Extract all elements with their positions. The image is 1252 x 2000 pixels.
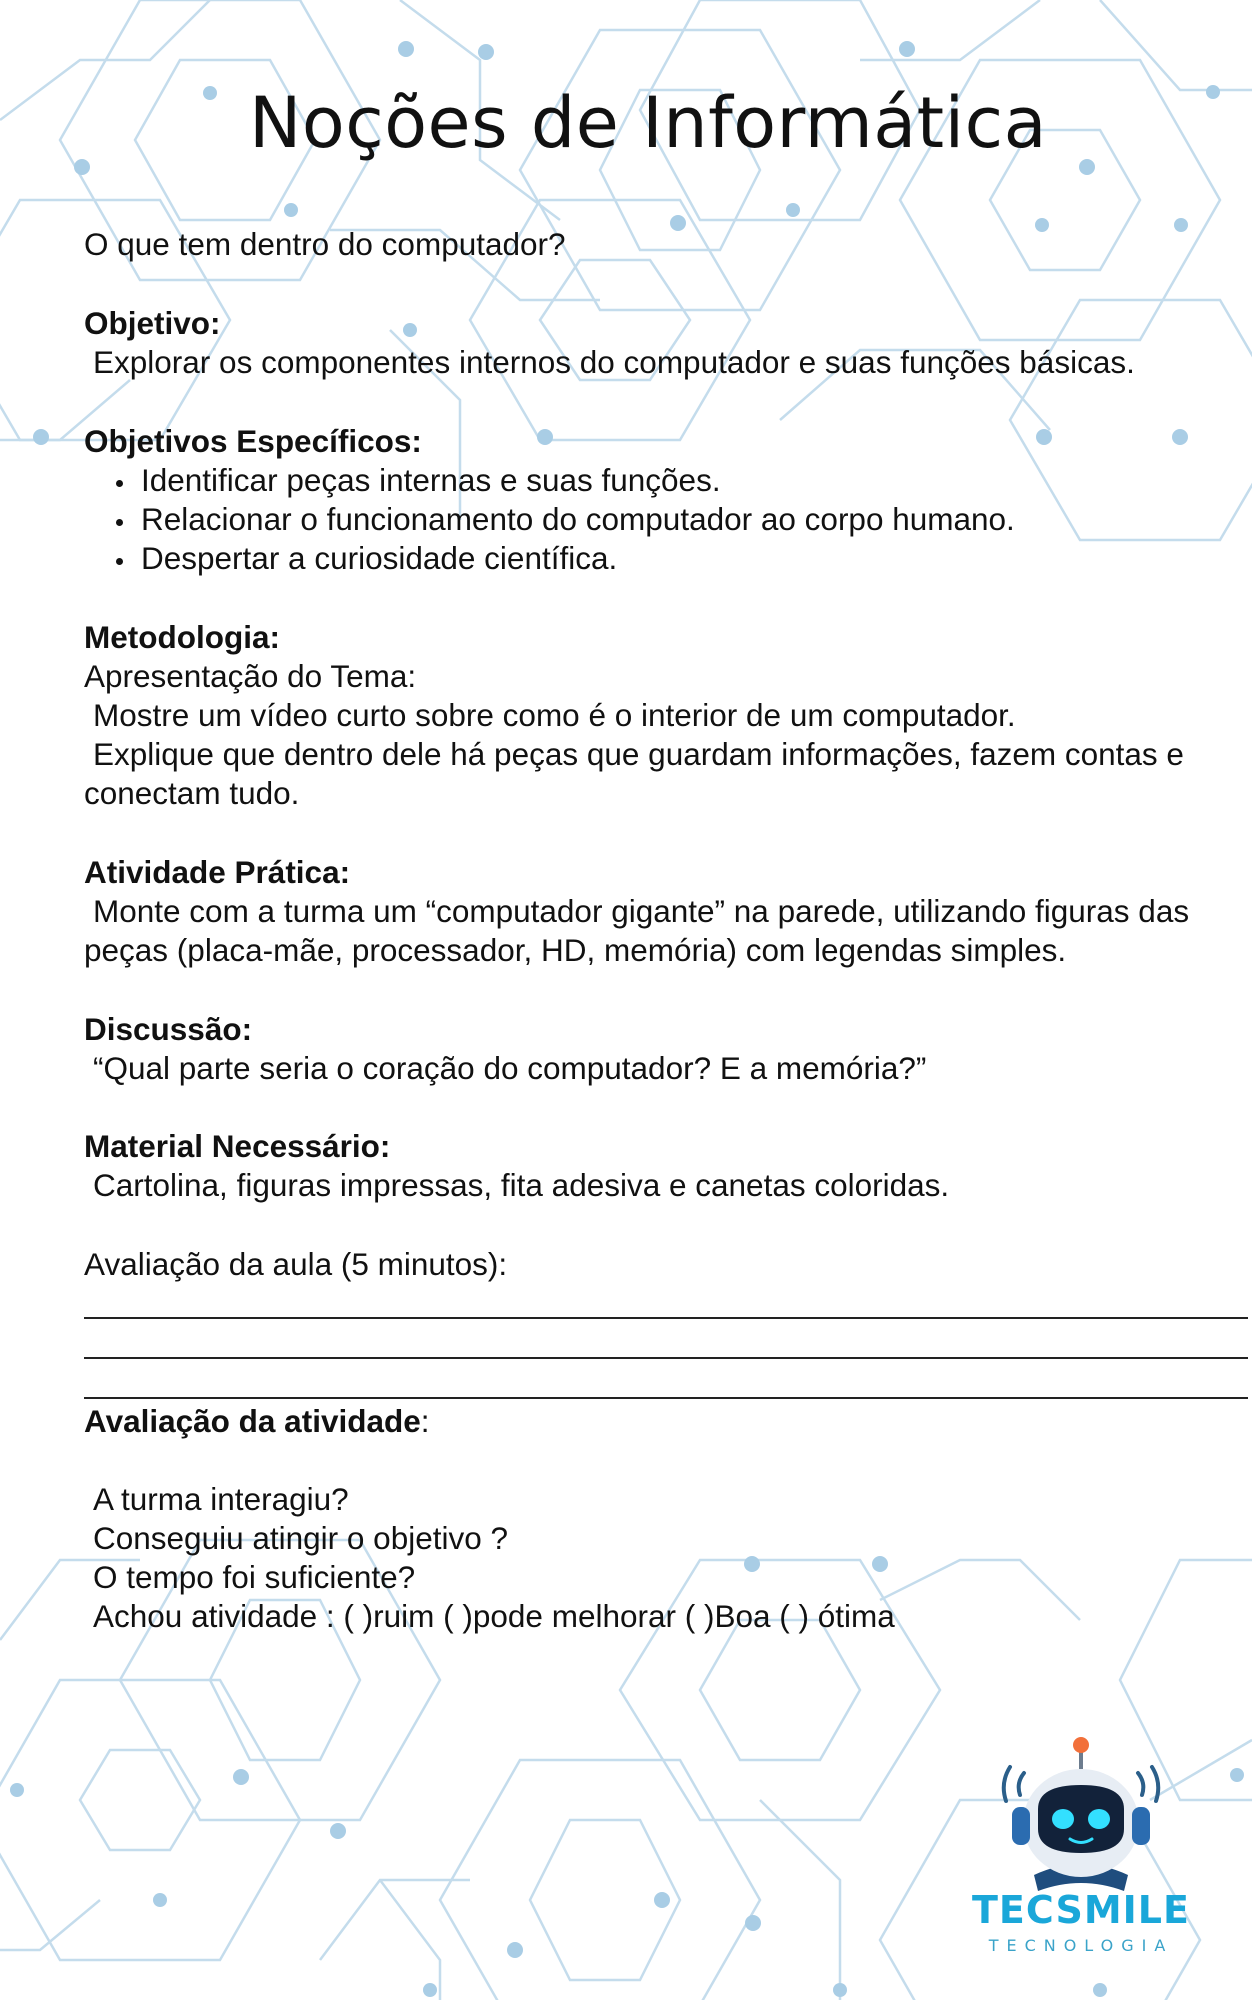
practice-heading: Atividade Prática: <box>84 854 351 890</box>
methodology-line-2: Explique que dentro dele há peças que guardam informações, fazem contas e <box>93 736 1184 772</box>
list-item: Despertar a curiosidade científica. <box>84 539 1244 578</box>
activity-evaluation-colon: : <box>420 1403 430 1439</box>
material-section <box>84 1127 1244 1205</box>
methodology-line-3: conectam tudo. <box>84 775 300 811</box>
activity-evaluation-section <box>84 1402 1244 1441</box>
practice-section <box>84 853 1244 970</box>
answer-line[interactable] <box>84 1317 1248 1319</box>
specific-objectives-section <box>84 422 1244 578</box>
objective-text: Explorar os componentes internos do computador e suas funções básicas. <box>93 344 1135 380</box>
question-item: Conseguiu atingir o objetivo ? <box>93 1520 509 1556</box>
question-item: A turma interagiu? <box>93 1481 349 1517</box>
specific-objectives-list <box>84 461 1244 578</box>
page-title: Noções de Informática <box>249 82 1047 164</box>
logo-wordmark: TECSMILE <box>972 1888 1190 1932</box>
activity-evaluation-questions <box>84 1480 1244 1636</box>
activity-evaluation-heading: Avaliação da atividade <box>84 1403 421 1439</box>
practice-line-1: Monte com a turma um “computador gigante” na parede, utilizando figuras das <box>93 893 1190 929</box>
class-evaluation-heading: Avaliação da aula (5 minutos): <box>84 1246 508 1282</box>
methodology-section <box>84 618 1244 813</box>
question-item: O tempo foi suficiente? <box>93 1559 416 1595</box>
methodology-intro: Apresentação do Tema: <box>84 658 417 694</box>
material-text: Cartolina, figuras impressas, fita adesiva e canetas coloridas. <box>93 1167 950 1203</box>
answer-line[interactable] <box>84 1357 1248 1359</box>
material-heading: Material Necessário: <box>84 1128 391 1164</box>
practice-line-2: peças (placa-mãe, processador, HD, memória) com legendas simples. <box>84 932 1067 968</box>
objective-section <box>84 304 1244 382</box>
discussion-heading: Discussão: <box>84 1011 253 1047</box>
discussion-section <box>84 1010 1244 1088</box>
discussion-text: “Qual parte seria o coração do computador? E a memória?” <box>93 1050 927 1086</box>
list-item: Relacionar o funcionamento do computador ao corpo humano. <box>84 500 1244 539</box>
methodology-heading: Metodologia: <box>84 619 280 655</box>
lesson-subtitle: O que tem dentro do computador? <box>84 226 566 262</box>
objective-heading: Objetivo: <box>84 305 221 341</box>
specific-objectives-heading: Objetivos Específicos: <box>84 423 422 459</box>
question-item: Achou atividade : ( )ruim ( )pode melhorar ( )Boa ( ) ótima <box>93 1598 895 1634</box>
methodology-line-1: Mostre um vídeo curto sobre como é o interior de um computador. <box>93 697 1016 733</box>
list-item: Identificar peças internas e suas funções. <box>84 461 1244 500</box>
logo-tagline: TECNOLOGIA <box>988 1936 1174 1955</box>
answer-line[interactable] <box>84 1397 1248 1399</box>
